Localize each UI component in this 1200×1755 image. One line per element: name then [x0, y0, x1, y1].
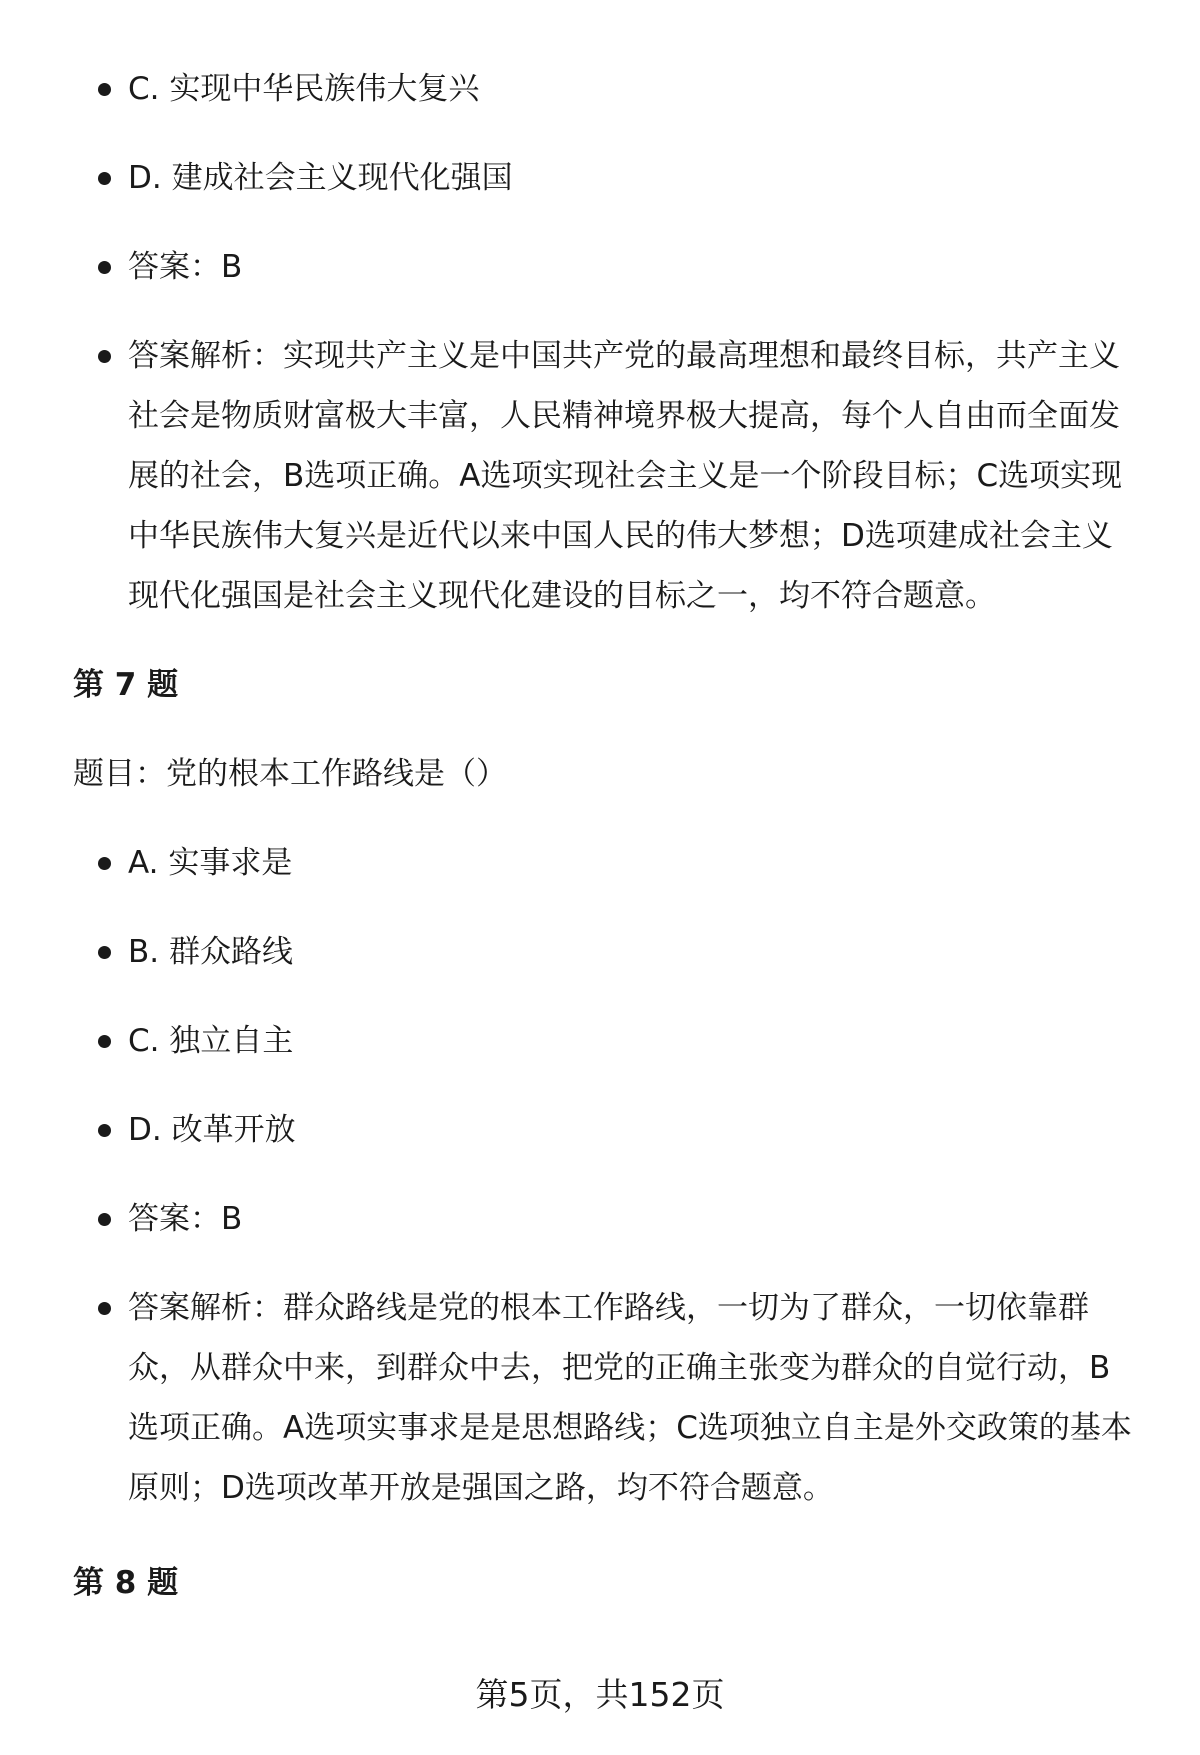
option-c: C. 独立自主: [0, 1011, 1200, 1071]
option-b: B. 群众路线: [0, 922, 1200, 982]
option-c: C. 实现中华民族伟大复兴: [0, 59, 1200, 119]
option-a: A. 实事求是: [0, 833, 1200, 893]
page-footer: 第5页，共152页: [475, 1675, 725, 1714]
answer: 答案：B: [0, 237, 1200, 297]
option-d: D. 建成社会主义现代化强国: [0, 148, 1200, 208]
option-d: D. 改革开放: [0, 1100, 1200, 1160]
question-7-stem: 题目：党的根本工作路线是（）: [73, 756, 507, 792]
answer-analysis: 答案解析：实现共产主义是中国共产党的最高理想和最终目标，共产主义社会是物质财富极大丰富，人民精神境界极大提高，每个人自由而全面发展的社会，B选项正确。A选项实现社会主义是一个阶段目标；C选项实现中华民族伟大复兴是近代以来中国人民的伟大梦想；D选项建成社会主义现代化强国是社会主义现代化建设的目标之一，均不符合题意。: [0, 326, 1200, 626]
question-7-list: [0, 833, 1200, 1518]
prev-question-list: [0, 59, 1200, 626]
question-7-heading: 第 7 题: [73, 667, 179, 703]
question-8-heading: 第 8 题: [73, 1565, 179, 1601]
answer: 答案：B: [0, 1189, 1200, 1249]
answer-analysis: 答案解析：群众路线是党的根本工作路线，一切为了群众，一切依靠群众，从群众中来，到群众中去，把党的正确主张变为群众的自觉行动，B选项正确。A选项实事求是是思想路线；C选项独立自主是外交政策的基本原则；D选项改革开放是强国之路，均不符合题意。: [0, 1278, 1200, 1518]
